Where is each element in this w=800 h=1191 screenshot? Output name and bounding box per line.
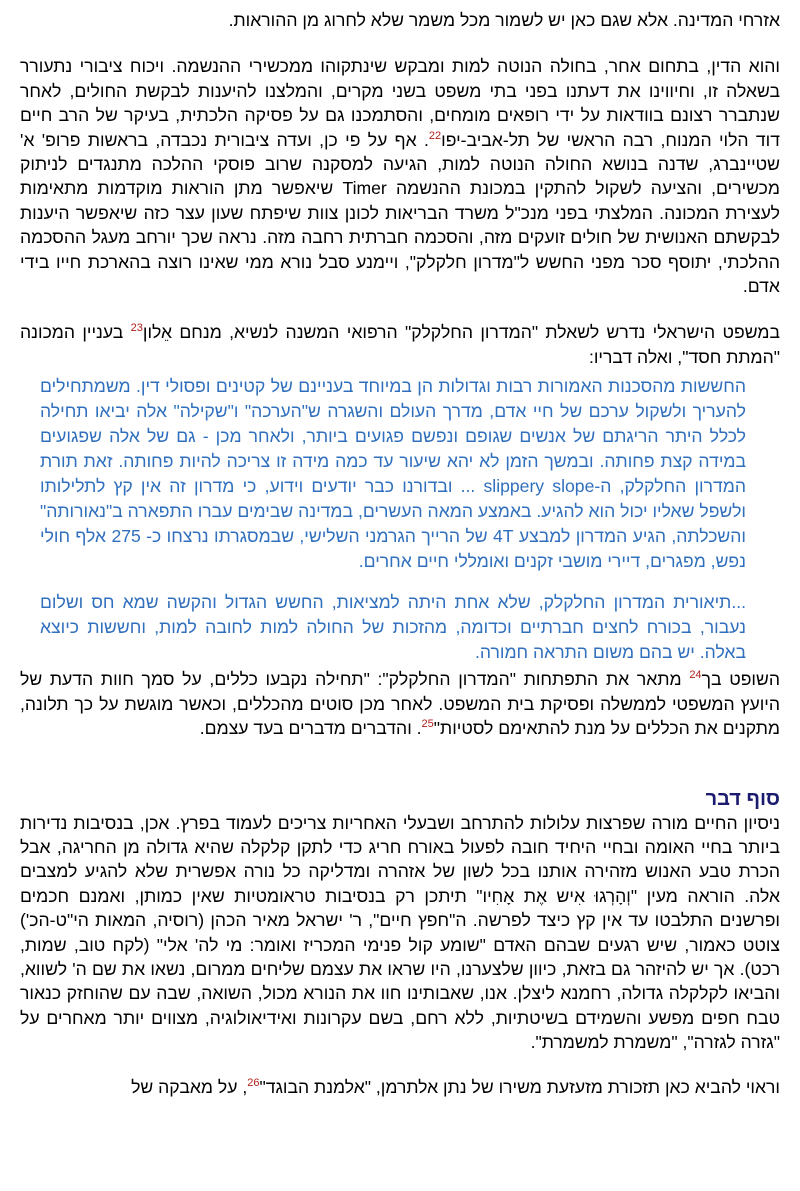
footnote-ref-22[interactable]: 22 bbox=[428, 129, 442, 142]
paragraph-text: השופט בך bbox=[701, 669, 780, 690]
paragraph-text: וראוי להביא כאן תזכורת מזעזעת משירו של נתן אלתרמן, "אלמנת הבוגד" bbox=[259, 1076, 780, 1097]
paragraph-spacer bbox=[20, 1055, 780, 1075]
paragraph-spacer bbox=[20, 32, 780, 54]
footnote-ref-23[interactable]: 23 bbox=[130, 322, 143, 335]
paragraph-conclusion: ניסיון החיים מורה שפרצות עלולות להתרחב ושבעלי האחריות צריכים לעמוד בפרץ. אכן, בנסיבות נדירות ביותר בחיי האומה ובחיי היחיד חובה לפעול באורח חריג כדי לתקן קלקלה שהיא גדולה מן החריגה, אבל הכרת טבע האנוש מזהירה אותנו בכל לשון של אזהרה ומדליקה כל נורה אפשרית שלא להגיע למצבים אלה. הוראה מעין "וְהָרְגוּ אִיש אֶת אָחִיו" תיתכן רק בנסיבות טראומטיות שאין כמותן, ואמנם חכמים ופרשנים התלבטו עד אין קץ כיצד לפרשה. ה"חפץ חיים", ר' ישראל מאיר הכהן (רוסיה, המאות הי"ט-הכ') צוטט כאמור, שיש רגעים שבהם האדם "שומע קול פנימי המכריז ואומר: מי לה' אלי" (לקח טוב, שמות, רכט). אך יש להיזהר גם בזאת, כיוון שלצערנו, היו שראו את עצמם שליחים ממרום, נשאו את שם ה' לשווא, והביאו לקלקלה גדולה, רחמנא ליצלן. אנו, שאבותינו חוו את הנורא מכול, השואה, שבה עם שהוחזק כנאור טבח חפים מפשע והשמידם בשיטתיות, ללא רחם, בשם עקרונות ואידיאולוגיה, מצווים יותר מאחרים על "גזרה לגזרה", "משמרת למשמרת". bbox=[20, 812, 780, 1053]
paragraph-text: . אף על פי כן, ועדה ציבורית נכבדה, בראשות פרופ' א' שטיינברג, שדנה בנושא החולה הנוטה למות, הגיעה למסקנה שרוב פוסקי ההלכה מתנגדים לניתוק מכשירים, והציעה לשקול להתקין במכונת ההנשמה Timer שיאפשר מתן הוראות מוקדמות מתאימות לעצירת המכונה. המלצתי בפני מנכ"ל משרד הבריאות לכונן צוות שיפתח שעון עצר כזה שיאפשר היענות לבקשתם האנושית של חולים זועקים מזה, והסכמה חברתית רחבה מזה. נראה שכך יורחב מעגל ההסכמה ההלכתי, יתוסף סכר מפני החשש ל"מדרון חלקלק", ויימנע סבל נורא ממי שאינו רוצה בהארכת חייו בידי אדם. bbox=[20, 129, 780, 297]
paragraph-text: בעניין המכונה "המתת חסד", ואלה דבריו: bbox=[20, 322, 780, 367]
paragraph-israeli-law bbox=[20, 320, 780, 369]
paragraph-text: והוא הדין, בתחום אחר, בחולה הנוטה למות ומבקש שינתקוהו ממכשירי ההנשמה. ויכוח ציבורי נתעורר בשאלה זו, וחיווינו את דעתנו בפני בתי משפט בשני מקרים, והמלצנו להיענות לבקשת החולים, לאחר שנתברר רצונם בוודאות על ידי רופאים מומחים, והסתמכנו גם על פסיקה הלכתית, בעיקר של הרב חיים דוד הלוי המנוח, רבה הראשי של תל-אביב-יפו bbox=[20, 56, 780, 150]
footnote-ref-24[interactable]: 24 bbox=[689, 669, 702, 682]
paragraph-text: , על מאבקה של bbox=[131, 1076, 248, 1097]
section-heading: סוף דבר bbox=[705, 787, 780, 810]
paragraph-spacer bbox=[20, 298, 780, 320]
footnote-ref-25[interactable]: 25 bbox=[421, 718, 434, 731]
paragraph-ventilator bbox=[20, 54, 780, 298]
paragraph-text: במשפט הישראלי נדרש לשאלת "המדרון החלקלק" הרפואי המשנה לנשיא, מנחם אֵלון bbox=[142, 322, 780, 343]
paragraph-alterman bbox=[20, 1075, 780, 1099]
paragraph-spacer bbox=[20, 574, 780, 590]
paragraph-text: מתאר את התפתחות "המדרון החלקלק": "תחילה נקבעו כללים, על סמך חוות הדעת של היועץ המשפטי לממשלה ופסיקת בית המשפט. לאחר מכן סוטים מהכללים, וכאשר מוגשת על כך תלונה, מתקנים את הכללים על מנת להתאימם לסטיות" bbox=[20, 669, 780, 739]
footnote-ref-26[interactable]: 26 bbox=[247, 1076, 260, 1089]
blockquote-elon-1: החששות מהסכנות האמורות רבות וגדולות הן במיוחד בעניינם של קטינים ופסולי דין. משמתחילים להעריך ולשקול ערכם של חיי אדם, מדרך העולם והשגרה ש"הערכה" ו"שקילה" אלה יביאו תחילה לכלל היתר הריגתם של אנשים שגופם ונפשם פגועים ביותר, ולאחר מכן - גם של אלה שפגועים במידה קצת פחותה. ובמשך הזמן לא יהא שיעור עד כמה מידה זו צריכה להיות פחותה. זאת תורת המדרון החלקלק, ה-slippery slope ... ובדורנו כבר יודעים וידוע, כי מדרון זה אין קץ לתלילותו ולשפל שאליו יכול הוא להגיע. באמצע המאה העשרים, במדינה שבימים עברו התפארה ב"נאורותה" והשכלתה, הגיע המדרון למבצע 4T של הרייך הגרמני השלישי, שבמסגרתו נרצחו כ- 275 אלף חולי נפש, מפגרים, דיירי מושבי זקנים ואומללי חיים אחרים. bbox=[40, 376, 746, 572]
section-spacer bbox=[20, 741, 780, 787]
paragraph-text: . והדברים מדברים בעד עצמם. bbox=[199, 718, 422, 739]
paragraph-intro-continuation: אזרחי המדינה. אלא שגם כאן יש לשמור מכל משמר שלא לחרוג מן ההוראות. bbox=[228, 10, 780, 30]
paragraph-judge-bach bbox=[20, 667, 780, 740]
blockquote-elon-2: ...תיאורית המדרון החלקלק, שלא אחת היתה למציאות, החשש הגדול והקשה שמא חס ושלום נעבור, בכורח לחצים חברתיים וכדומה, מהזכות של החולה למות לחובה למות, וחששות כיוצא באלה. יש בהם משום התראה חמורה. bbox=[40, 592, 746, 663]
